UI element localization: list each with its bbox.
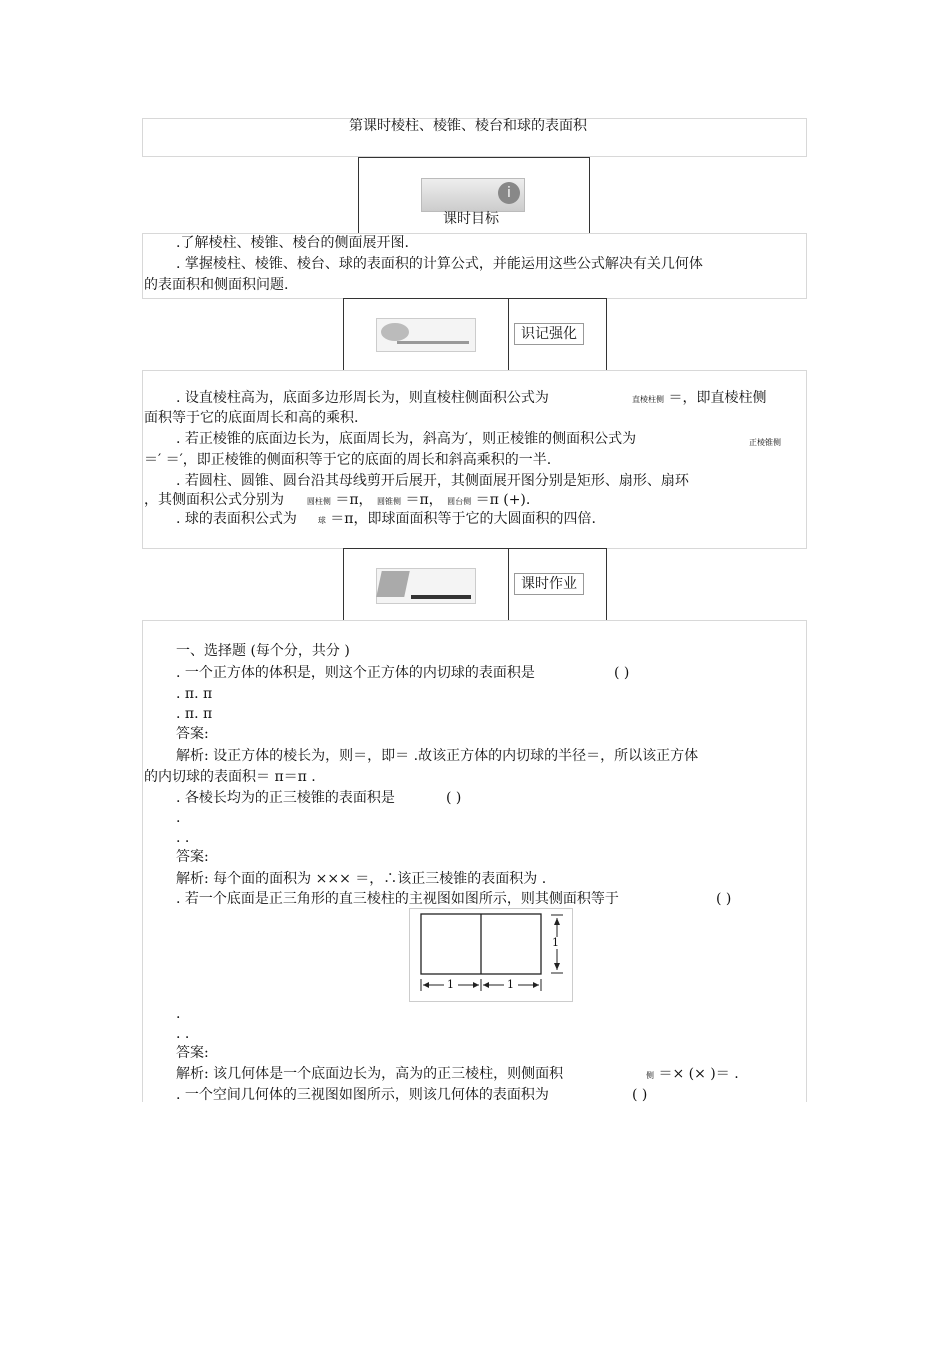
question-1-analysis: 解析: 设正方体的棱长为，则＝，即＝ .故该正方体的内切球的半径＝，所以该正方体	[176, 748, 699, 764]
memory-item-2-sub: 正棱锥侧	[749, 438, 781, 447]
question-1-answer: 答案:	[176, 726, 209, 742]
memory-item-3: . 若圆柱、圆锥、圆台沿其母线剪开后展开，其侧面展开图分别是矩形、扇形、扇环	[176, 473, 689, 489]
question-2: . 各棱长均为的正三棱锥的表面积是	[176, 790, 395, 806]
goal-line-1: .了解棱柱、棱锥、棱台的侧面展开图.	[176, 235, 409, 251]
dim-label-right: 1	[507, 978, 514, 991]
question-2-analysis: 解析: 每个面的面积为 ××× ＝，∴该正三棱锥的表面积为 .	[176, 871, 547, 887]
question-3-options-b: . .	[176, 1026, 190, 1042]
pen-icon	[376, 568, 476, 604]
memory-item-4: . 球的表面积公式为 球 ＝π，即球面面积等于它的大圆面积的四倍.	[176, 511, 596, 527]
goal-line-2: . 掌握棱柱、棱锥、棱台、球的表面积的计算公式，并能运用这些公式解决有关几何体	[176, 256, 703, 272]
memory-item-2-cont: ＝′ ＝′，即正棱锥的侧面积等于它的底面的周长和斜高乘积的一半.	[144, 452, 552, 468]
question-2-options-a: .	[176, 810, 181, 826]
exercise-heading: 一、选择题 (每个分，共分 )	[176, 643, 350, 659]
question-1-paren: ( )	[614, 665, 630, 681]
page-title: 第课时棱柱、棱锥、棱台和球的表面积	[349, 118, 587, 134]
question-3-analysis: 解析: 该几何体是一个底面边长为，高为的正三棱柱，则侧面积	[176, 1066, 564, 1082]
question-3-paren: ( )	[716, 891, 732, 907]
question-1: . 一个正方体的体积是，则这个正方体的内切球的表面积是	[176, 665, 535, 681]
question-3-analysis-formula: 侧 ＝× (× )＝ .	[646, 1066, 739, 1082]
question-2-options-b: . .	[176, 830, 190, 846]
section-memory-label: 识记强化	[514, 323, 584, 345]
question-3-options-a: .	[176, 1006, 181, 1022]
section-goal-label: 课时目标	[443, 211, 499, 227]
section-homework-tab	[343, 548, 607, 621]
section-homework-label: 课时作业	[514, 573, 584, 595]
cloud-icon	[376, 318, 476, 352]
question-4: . 一个空间几何体的三视图如图所示，则该几何体的表面积为	[176, 1087, 549, 1103]
banner-icon	[421, 178, 525, 212]
question-2-answer: 答案:	[176, 849, 209, 865]
memory-item-1-cont: 面积等于它的底面周长和高的乘积.	[144, 410, 359, 426]
section-memory-tab	[343, 298, 607, 371]
dim-label-left: 1	[447, 978, 454, 991]
question-1-analysis-cont: 的内切球的表面积＝ π＝π .	[144, 769, 316, 785]
section-homework-body	[142, 620, 807, 1102]
question-3-answer: 答案:	[176, 1045, 209, 1061]
dim-label-height: 1	[552, 936, 559, 949]
question-1-options-b: . π. π	[176, 706, 213, 722]
question-2-paren: ( )	[446, 790, 462, 806]
memory-item-2: . 若正棱锥的底面边长为，底面周长为，斜高为′，则正棱锥的侧面积公式为	[176, 431, 637, 447]
goal-line-3: 的表面积和侧面积问题.	[144, 277, 289, 293]
front-view-figure	[409, 908, 573, 1002]
question-1-options-a: . π. π	[176, 686, 213, 702]
memory-item-1: . 设直棱柱高为，底面多边形周长为，则直棱柱侧面积公式为	[176, 390, 549, 406]
memory-item-1-formula: 直棱柱侧 ＝，即直棱柱侧	[632, 390, 767, 406]
question-3: . 若一个底面是正三角形的直三棱柱的主视图如图所示，则其侧面积等于	[176, 891, 619, 907]
section-goal-tab	[358, 157, 590, 234]
info-icon: i	[498, 182, 520, 204]
question-4-paren: ( )	[632, 1087, 648, 1103]
memory-item-3-cont: ，其侧面积公式分别为 圆柱侧 ＝π， 圆锥侧 ＝π， 圆台侧 ＝π (+).	[144, 492, 531, 508]
